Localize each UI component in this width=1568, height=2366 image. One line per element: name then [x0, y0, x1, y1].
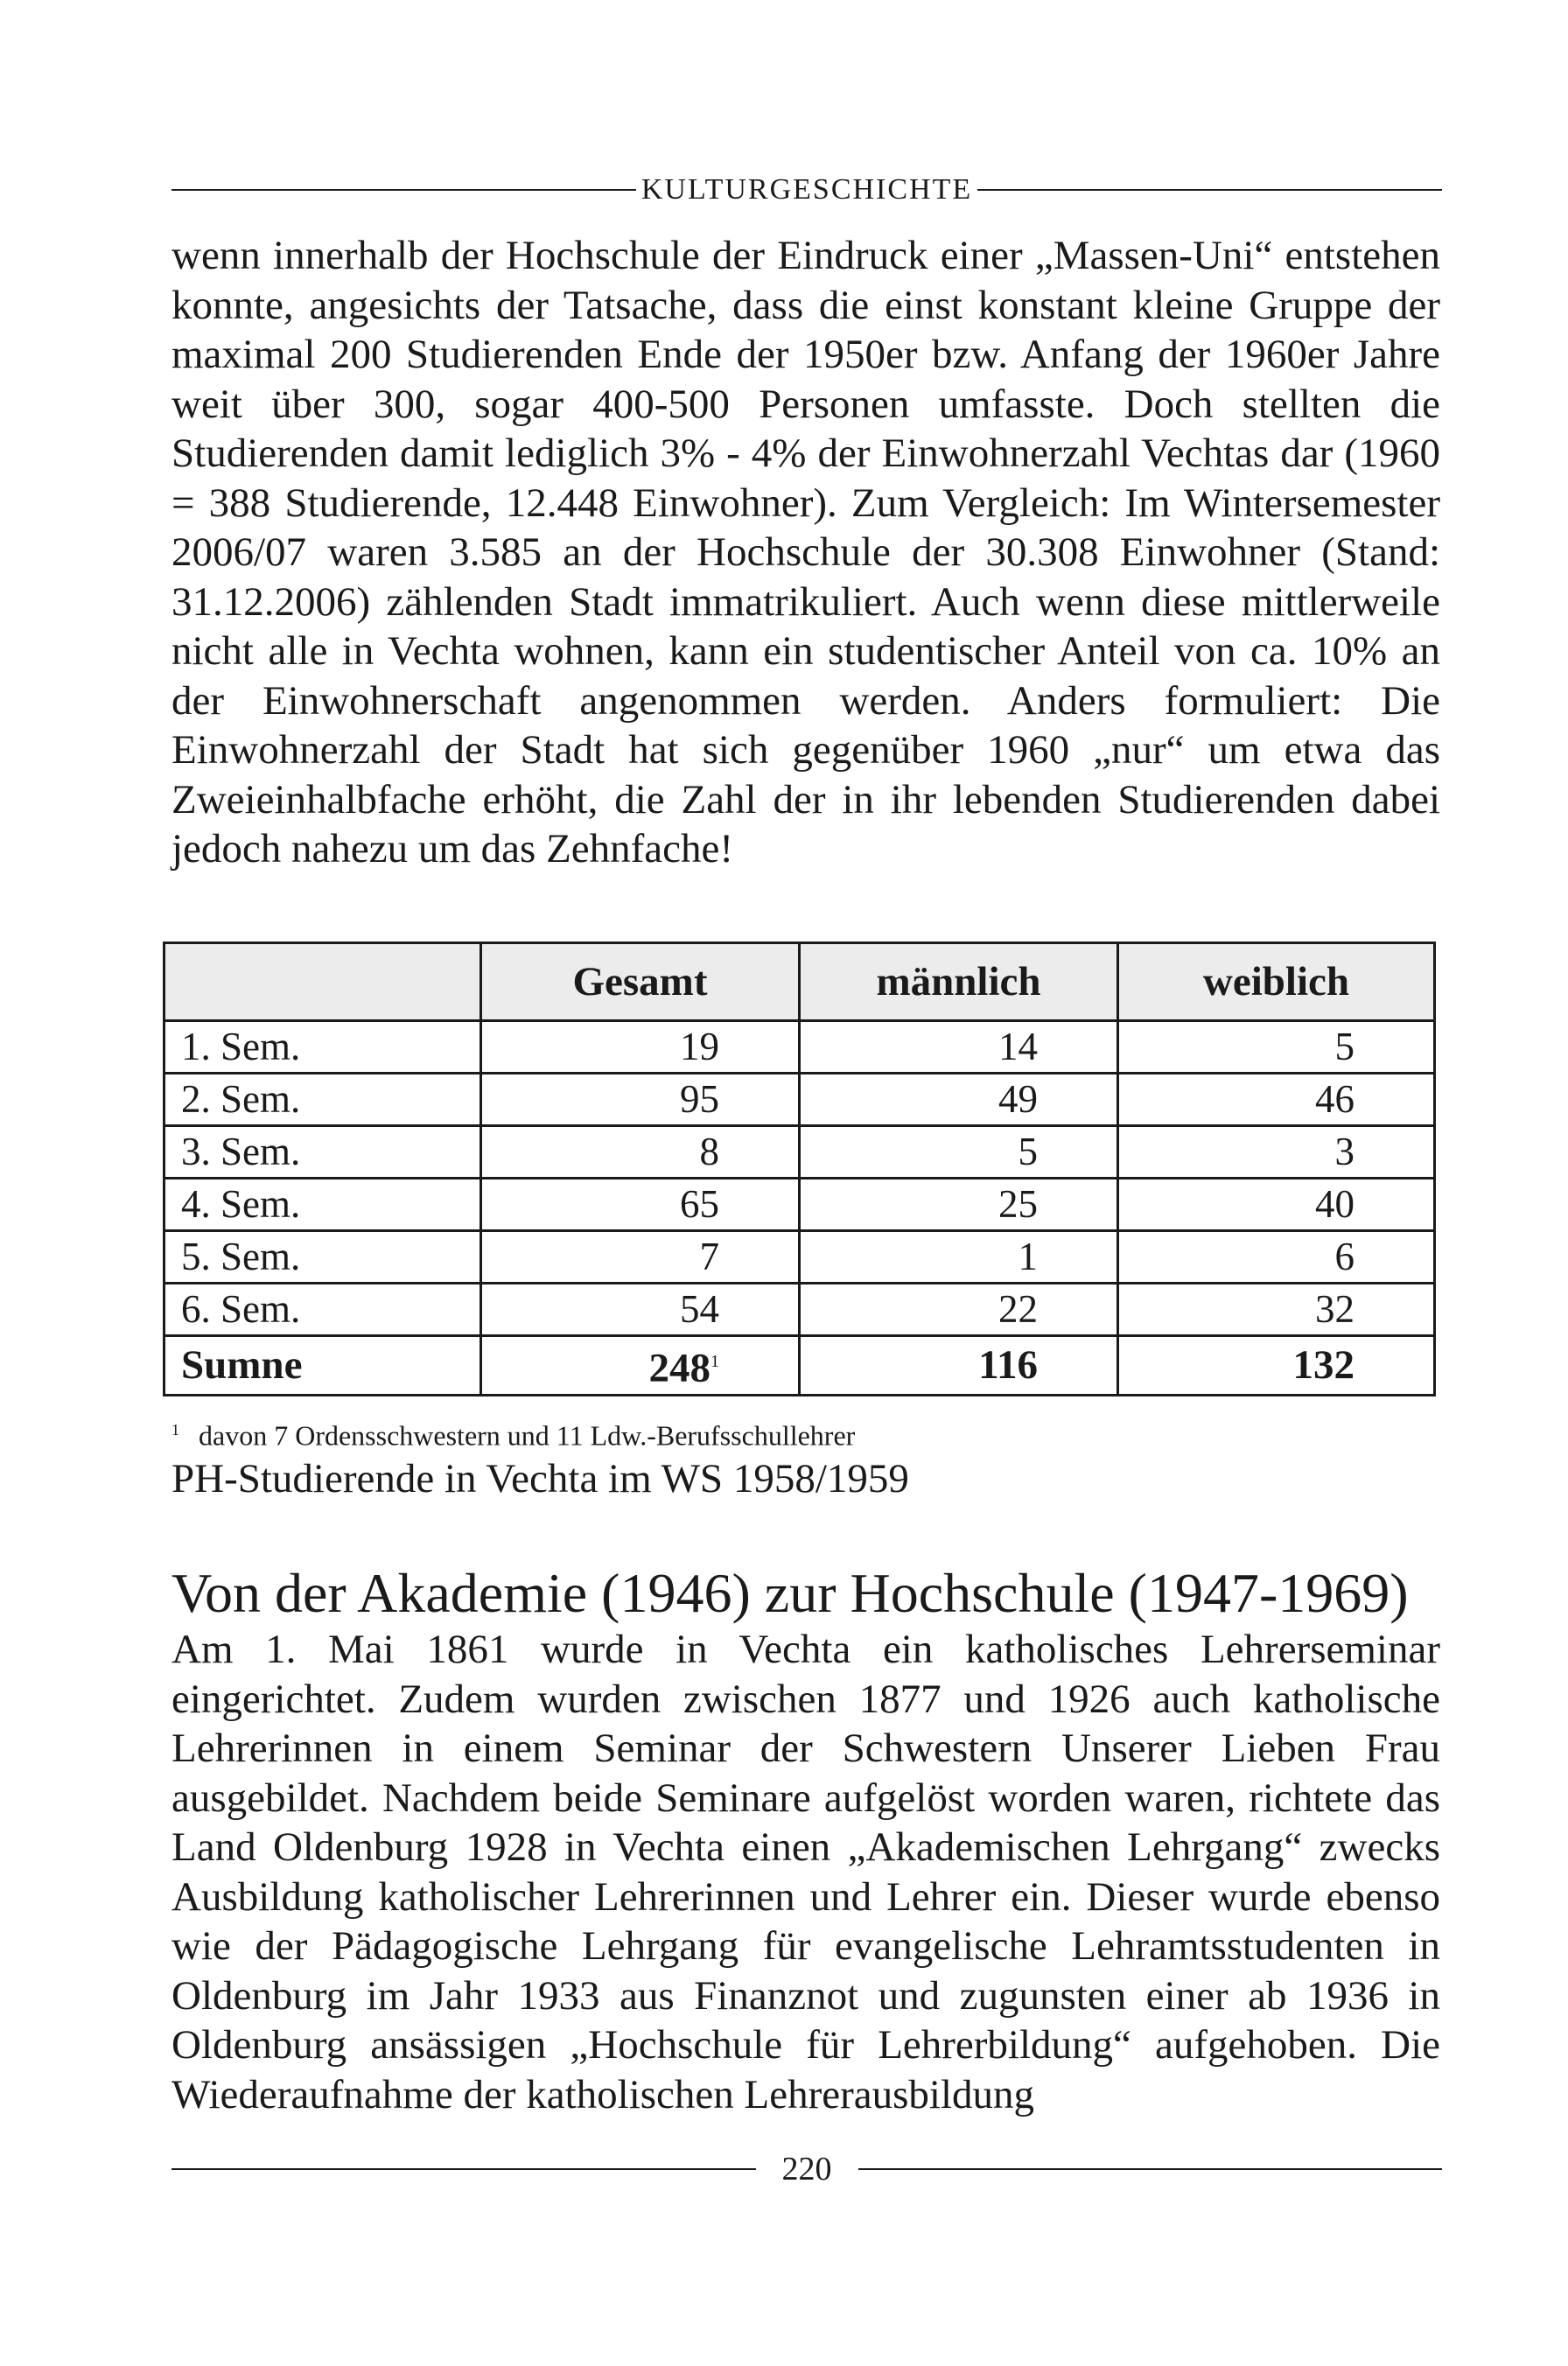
table-footnote	[172, 1412, 855, 1453]
table-row	[164, 1179, 1435, 1231]
cell-gesamt: 7	[480, 1231, 799, 1284]
sum-gesamt	[480, 1336, 799, 1396]
cell-weiblich: 40	[1117, 1179, 1434, 1231]
row-label: 6. Sem.	[164, 1284, 481, 1336]
cell-weiblich: 46	[1117, 1074, 1434, 1126]
sum-maennlich: 116	[799, 1336, 1117, 1396]
body-paragraph-2: Am 1. Mai 1861 wurde in Vechta ein katholisches Lehrerseminar eingerichtet. Zudem wurden zwischen 1877 und 1926 auch katholische Lehrerinnen in einem Seminar der Schwestern Unserer Lieben Frau ausgebildet. Nachdem beide Seminare aufgelöst worden waren, richtete das Land Oldenburg 1928 in Vechta einen „Akademischen Lehrgang“ zwecks Ausbildung katholischer Lehrerinnen und Lehrer ein. Dieser wurde ebenso wie der Pädagogische Lehrgang für evangelische Lehramtsstudenten in Oldenburg im Jahr 1933 aus Finanznot und zugunsten einer ab 1936 in Oldenburg ansässigen „Hochschule für Lehrerbildung“ aufgehoben. Die Wiederaufnahme der katholischen Lehrerausbildung	[172, 1627, 1440, 2118]
student-statistics-table	[163, 942, 1436, 1396]
sum-label: Sumne	[164, 1336, 481, 1396]
cell-gesamt: 95	[480, 1074, 799, 1126]
footnote-text: davon 7 Ordensschwestern und 11 Ldw.-Berufsschullehrer	[199, 1419, 856, 1452]
table-row	[164, 1284, 1435, 1336]
footer-rule-left	[172, 2168, 756, 2170]
cell-maennlich: 49	[799, 1074, 1117, 1126]
running-head	[172, 168, 1442, 212]
cell-weiblich: 32	[1117, 1284, 1434, 1336]
table-row	[164, 1074, 1435, 1126]
cell-maennlich: 25	[799, 1179, 1117, 1231]
cell-weiblich: 3	[1117, 1126, 1434, 1179]
row-label: 2. Sem.	[164, 1074, 481, 1126]
table-header-row	[164, 943, 1435, 1021]
cell-gesamt: 54	[480, 1284, 799, 1336]
table-caption: PH-Studierende in Vechta im WS 1958/1959	[172, 1456, 909, 1502]
cell-weiblich: 6	[1117, 1231, 1434, 1284]
table-row	[164, 1231, 1435, 1284]
running-head-rule-left	[172, 189, 636, 191]
footer-rule-right	[858, 2168, 1443, 2170]
cell-gesamt: 65	[480, 1179, 799, 1231]
cell-weiblich: 5	[1117, 1021, 1434, 1074]
body-paragraph-1: wenn innerhalb der Hochschule der Eindruck einer „Massen-Uni“ entstehen konnte, angesichts der Tatsache, dass die einst konstant kleine Gruppe der maximal 200 Studierenden Ende der 1950er bzw. Anfang der 1960er Jahre weit über 300, sogar 400-500 Personen umfasste. Doch stellten die Studierenden damit lediglich 3% - 4% der Einwohnerzahl Vechtas dar (1960 = 388 Studierende, 12.448 Einwohner). Zum Vergleich: Im Wintersemester 2006/07 waren 3.585 an der Hochschule der 30.308 Einwohner (Stand: 31.12.2006) zählenden Stadt immatrikuliert. Auch wenn diese mittlerweile nicht alle in Vechta wohnen, kann ein studentischer Anteil von ca. 10% an der Einwohnerschaft angenommen werden. Anders formuliert: Die Einwohnerzahl der Stadt hat sich gegenüber 1960 „nur“ um etwa das Zweieinhalbfache erhöht, die Zahl der in ihr lebenden Studierenden dabei jedoch nahezu um das Zehnfache!	[172, 233, 1440, 872]
cell-maennlich: 14	[799, 1021, 1117, 1074]
sum-weiblich: 132	[1117, 1336, 1434, 1396]
row-label: 3. Sem.	[164, 1126, 481, 1179]
section-heading: Von der Akademie (1946) zur Hochschule (1947-1969)	[172, 1562, 1409, 1624]
header-cell-maennlich: männlich	[799, 943, 1117, 1021]
header-cell-weiblich: weiblich	[1117, 943, 1434, 1021]
running-head-rule-right	[977, 189, 1442, 191]
footnote-ref: 1	[710, 1352, 719, 1371]
cell-maennlich: 22	[799, 1284, 1117, 1336]
cell-maennlich: 1	[799, 1231, 1117, 1284]
table-row	[164, 1021, 1435, 1074]
page-footer	[172, 2147, 1442, 2191]
row-label: 4. Sem.	[164, 1179, 481, 1231]
cell-gesamt: 19	[480, 1021, 799, 1074]
footnote-marker: 1	[172, 1421, 179, 1438]
header-cell-empty	[164, 943, 481, 1021]
sum-gesamt-value: 248	[648, 1345, 710, 1391]
table-sum-row	[164, 1336, 1435, 1396]
header-cell-gesamt: Gesamt	[480, 943, 799, 1021]
cell-maennlich: 5	[799, 1126, 1117, 1179]
cell-gesamt: 8	[480, 1126, 799, 1179]
running-head-title: KULTURGESCHICHTE	[640, 173, 973, 206]
row-label: 5. Sem.	[164, 1231, 481, 1284]
page-number: 220	[781, 2151, 832, 2188]
table-row	[164, 1126, 1435, 1179]
row-label: 1. Sem.	[164, 1021, 481, 1074]
